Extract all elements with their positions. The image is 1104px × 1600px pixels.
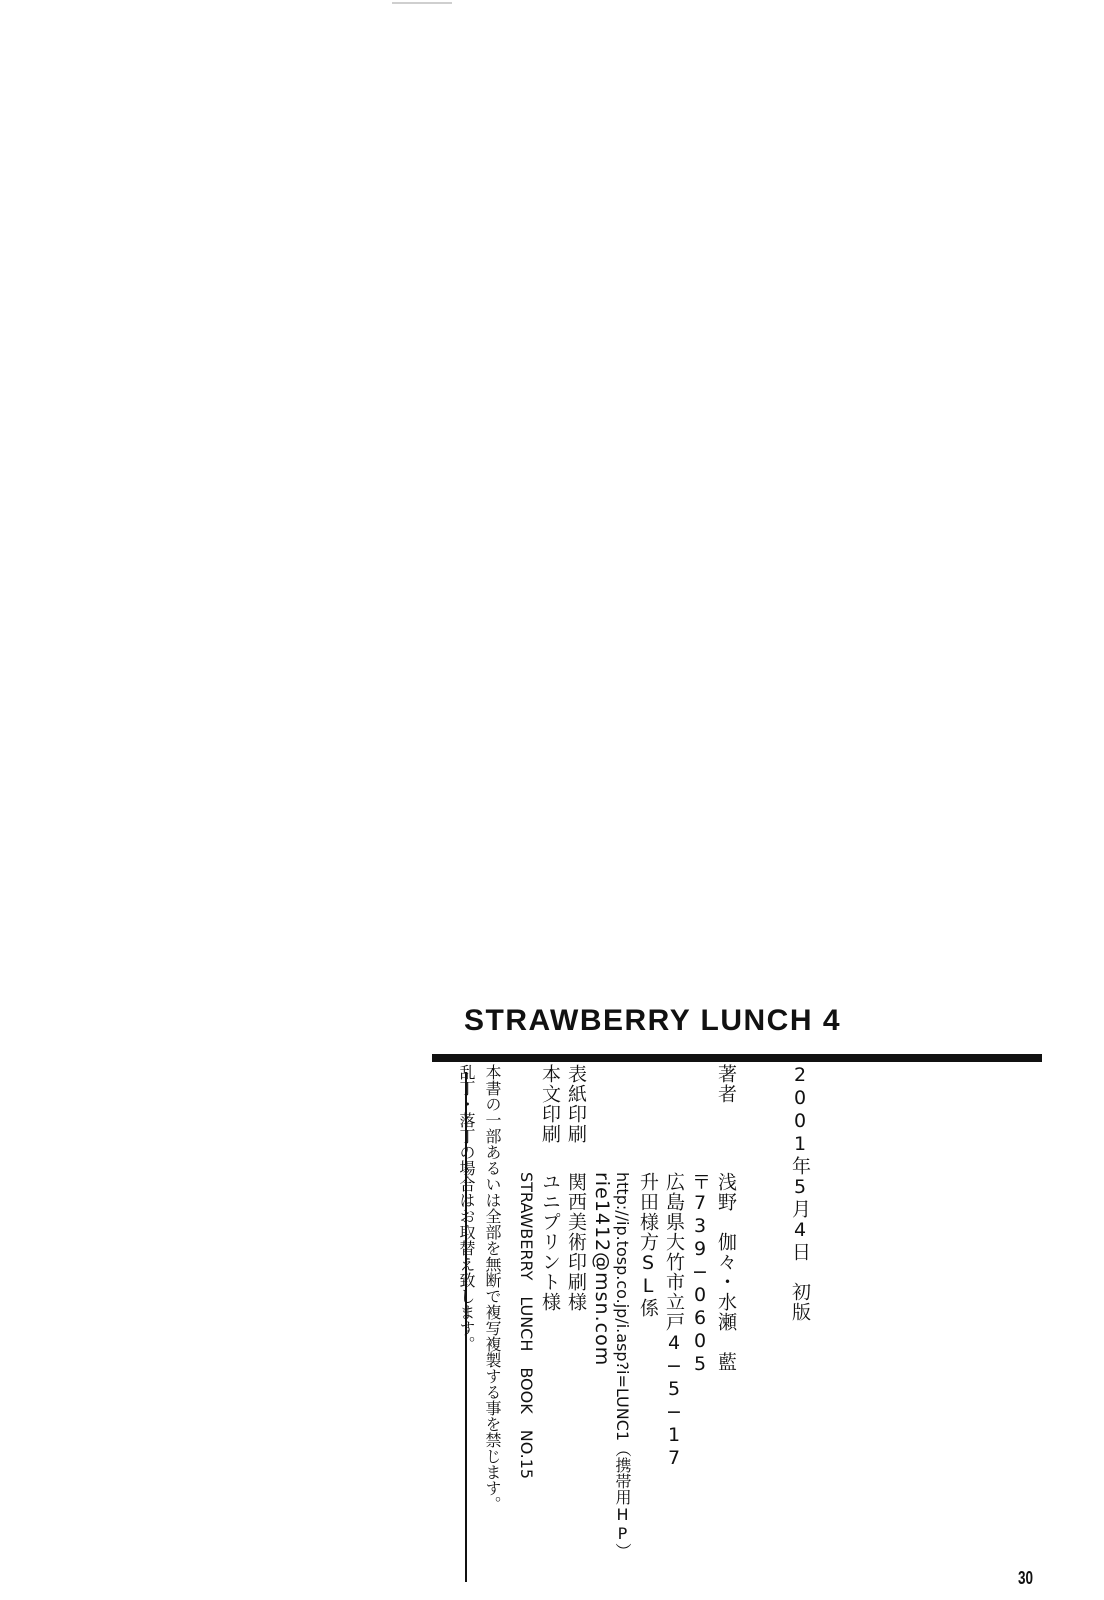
publication-date: 2001年5月4日 初版 (789, 1064, 811, 1322)
mobile-homepage-url (614, 1172, 630, 1559)
cover-print-label: 表紙印刷 (565, 1064, 587, 1144)
colophon-title: STRAWBERRY LUNCH 4 (464, 1004, 842, 1037)
address: 広島県大竹市立戸4−5−17 (663, 1172, 685, 1470)
page-number: 30 (1018, 1568, 1034, 1588)
cover-printer: 関西美術印刷様 (565, 1172, 587, 1312)
scan-artifact (392, 2, 452, 4)
title-rule (432, 1054, 1042, 1062)
body-print-label: 本文印刷 (539, 1064, 561, 1144)
series-name: STRAWBERRY LUNCH BOOK NO.15 (517, 1172, 536, 1480)
replacement-notice: 乱丁・落丁の場合はお取替え致します。 (457, 1064, 476, 1352)
author-label: 著者 (715, 1064, 737, 1104)
url-note: （携帯用HP） (613, 1441, 632, 1560)
copy-prohibition-notice: 本書の一部あるいは全部を無断で複写複製する事を禁じます。 (483, 1064, 502, 1512)
url-text: http://ip.tosp.co.jp/i.asp?i=LUNC1 (613, 1172, 632, 1442)
address-care-of: 升田様方SL係 (637, 1172, 659, 1318)
author-names: 浅野 伽々・水瀬 藍 (715, 1172, 737, 1372)
body-printer: ユニプリント様 (539, 1172, 561, 1312)
contact-email: rie1412@msn.com (591, 1172, 613, 1367)
postal-code: 〒739−0605 (689, 1172, 711, 1376)
